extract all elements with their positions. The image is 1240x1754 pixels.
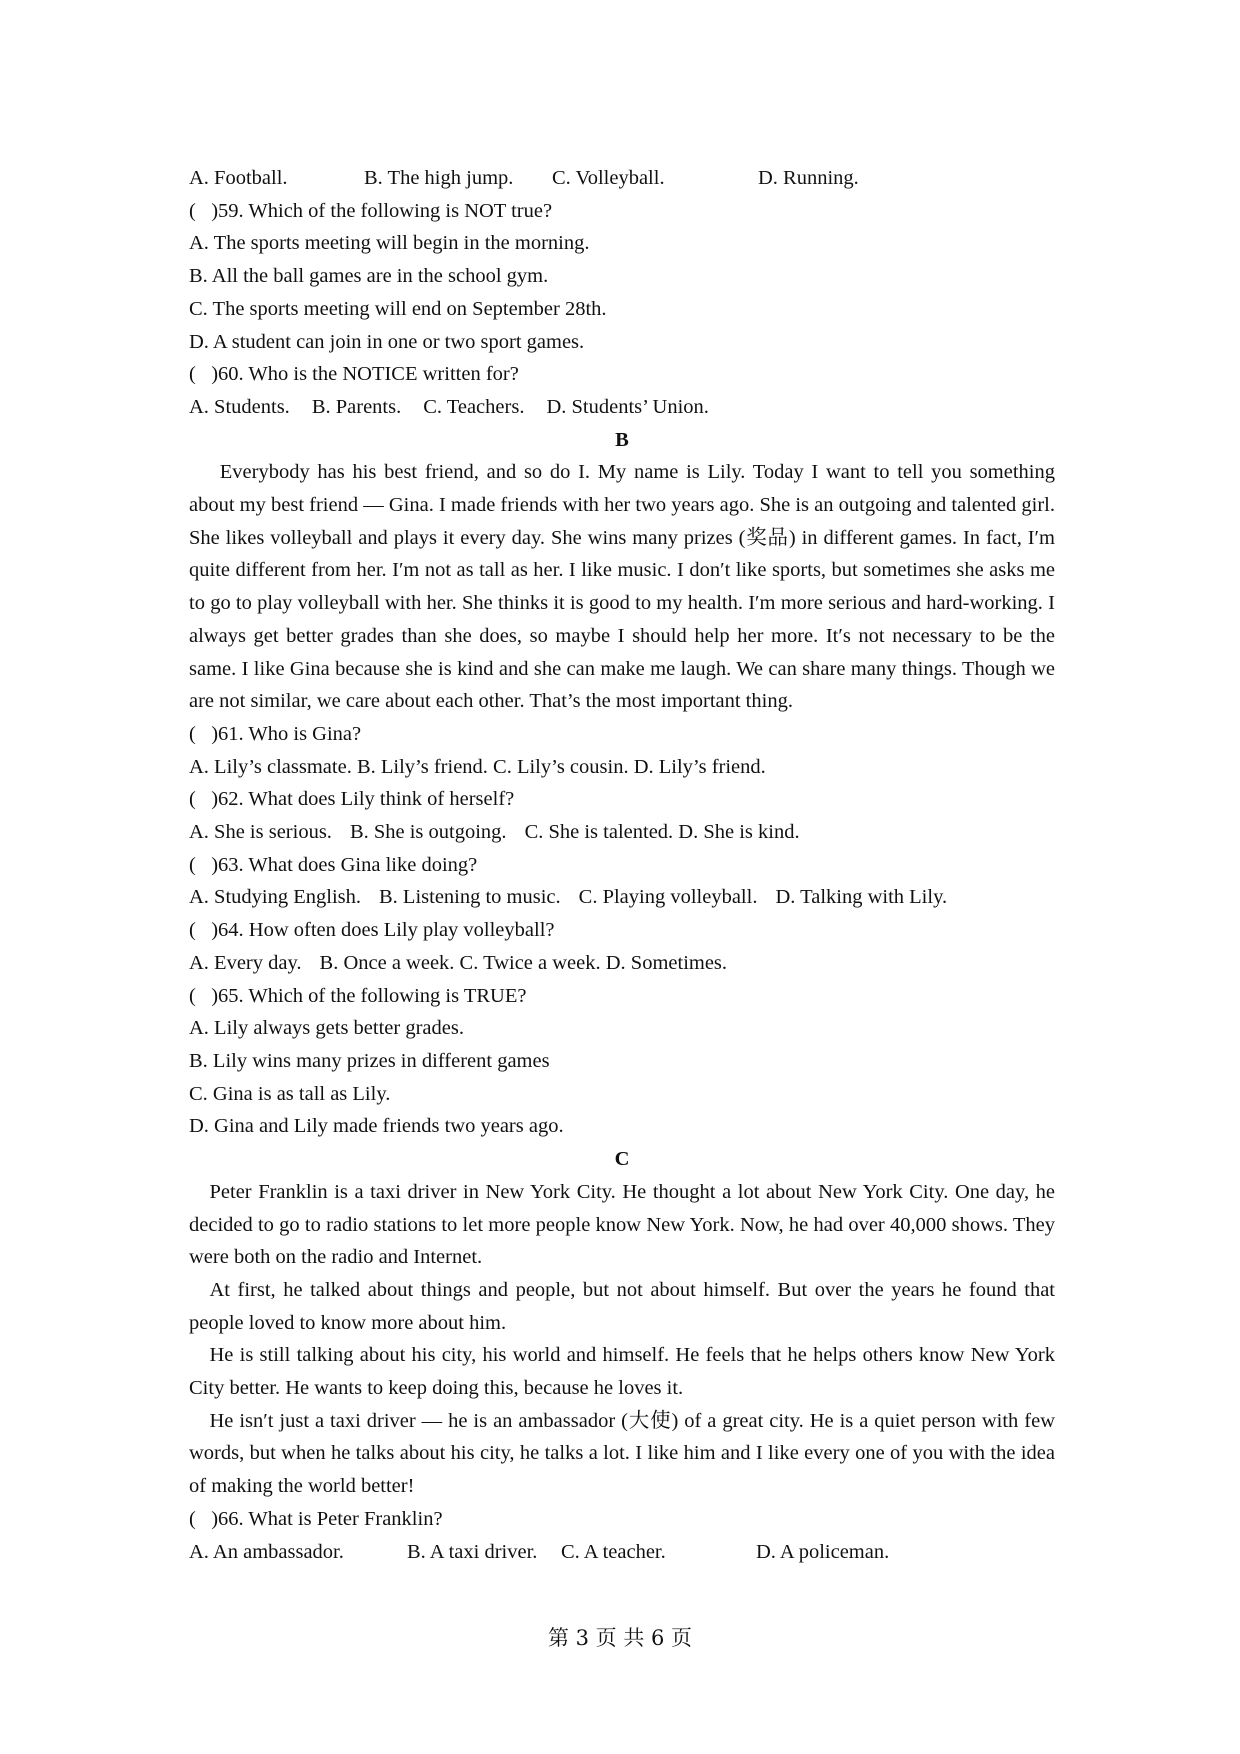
- option: C. Volleyball.: [552, 167, 665, 189]
- question-64: ( )64. How often does Lily play volleyball?: [189, 919, 555, 942]
- q62-options: [189, 816, 1055, 849]
- q61-options: A. Lily’s classmate. B. Lily’s friend. C. Lily’s cousin. D. Lily’s friend.: [189, 755, 766, 778]
- question-66: ( )66. What is Peter Franklin?: [189, 1507, 443, 1530]
- option: A. An ambassador.: [189, 1540, 344, 1563]
- q58-options: [189, 162, 1055, 195]
- option: B. The high jump.: [364, 167, 514, 189]
- option: C. A teacher.: [561, 1540, 666, 1563]
- q64-options: [189, 947, 1055, 980]
- page-footer: 第 3 页 共 6 页: [547, 1626, 693, 1650]
- option: C. She is talented. D. She is kind.: [524, 821, 800, 844]
- question-61: ( )61. Who is Gina?: [189, 722, 362, 745]
- question-60: ( )60. Who is the NOTICE written for?: [189, 363, 519, 386]
- q66-options: [189, 1536, 1055, 1569]
- option: B. Listening to music.: [379, 886, 561, 909]
- section-c-paragraph: He isn′t just a taxi driver — he is an ambassador (大使) of a great city. He is a quiet person with few words, but when he talks about his city, he talks a lot. I like him and I like every one of you with the idea of making the world better!: [189, 1409, 1055, 1498]
- option: A. She is serious.: [189, 821, 332, 844]
- q63-options: [189, 881, 1055, 914]
- option: B. Lily wins many prizes in different games: [189, 1049, 550, 1072]
- option: D. A policeman.: [756, 1540, 890, 1563]
- option: B. She is outgoing.: [349, 821, 507, 844]
- section-c-heading: C: [614, 1148, 630, 1171]
- section-c-paragraph: At first, he talked about things and people, but not about himself. But over the years he found that people loved to know more about him.: [189, 1278, 1055, 1334]
- option: B. Once a week. C. Twice a week. D. Sometimes.: [319, 951, 728, 974]
- option: C. The sports meeting will end on September 28th.: [189, 297, 607, 320]
- option: C. Playing volleyball.: [578, 886, 758, 909]
- option: B. A taxi driver.: [407, 1540, 538, 1563]
- option: A. Every day.: [189, 951, 302, 974]
- question-59: ( )59. Which of the following is NOT true?: [189, 199, 553, 222]
- option: B. Parents.: [311, 395, 402, 418]
- option: A. Football.: [189, 167, 288, 189]
- option: D. Students’ Union.: [546, 395, 709, 418]
- option: D. Running.: [758, 167, 859, 189]
- option: D. Gina and Lily made friends two years ago.: [189, 1115, 564, 1138]
- option: C. Gina is as tall as Lily.: [189, 1082, 391, 1105]
- section-c-paragraph: Peter Franklin is a taxi driver in New York City. He thought a lot about New York City. One day, he decided to go to radio stations to let more people know New York. Now, he had over 40,000 shows. They were both on the radio and Internet.: [189, 1180, 1055, 1269]
- option: D. A student can join in one or two sport games.: [189, 330, 585, 353]
- section-b-passage: Everybody has his best friend, and so do I. My name is Lily. Today I want to tell you something about my best friend — Gina. I made friends with her two years ago. She is an outgoing and talented girl. She likes volleyball and plays it every day. She wins many prizes (奖品) in different games. In fact, I′m quite different from her. I′m not as tall as her. I like music. I don′t like sports, but sometimes she asks me to go to play volleyball with her. She thinks it is good to my health. I′m more serious and hard-working. I always get better grades than she does, so maybe I should help her more. It′s not necessary to be the same. I like Gina because she is kind and she can make me laugh. We can share many things. Though we are not similar, we care about each other. That’s the most important thing.: [189, 461, 1055, 713]
- option: C. Teachers.: [423, 395, 525, 418]
- question-63: ( )63. What does Gina like doing?: [189, 853, 478, 876]
- question-62: ( )62. What does Lily think of herself?: [189, 788, 515, 811]
- question-65: ( )65. Which of the following is TRUE?: [189, 984, 527, 1007]
- option: A. Studying English.: [189, 886, 361, 909]
- section-c-paragraph: He is still talking about his city, his world and himself. He feels that he helps others know New York City better. He wants to keep doing this, because he loves it.: [189, 1344, 1055, 1400]
- option: B. All the ball games are in the school gym.: [189, 265, 549, 288]
- option: D. Talking with Lily.: [775, 886, 948, 909]
- option: A. The sports meeting will begin in the morning.: [189, 232, 590, 255]
- option: A. Lily always gets better grades.: [189, 1017, 464, 1040]
- q60-options: [189, 391, 1055, 424]
- section-b-heading: B: [615, 428, 629, 451]
- option: A. Students.: [189, 395, 290, 418]
- page-content: [189, 162, 1055, 1568]
